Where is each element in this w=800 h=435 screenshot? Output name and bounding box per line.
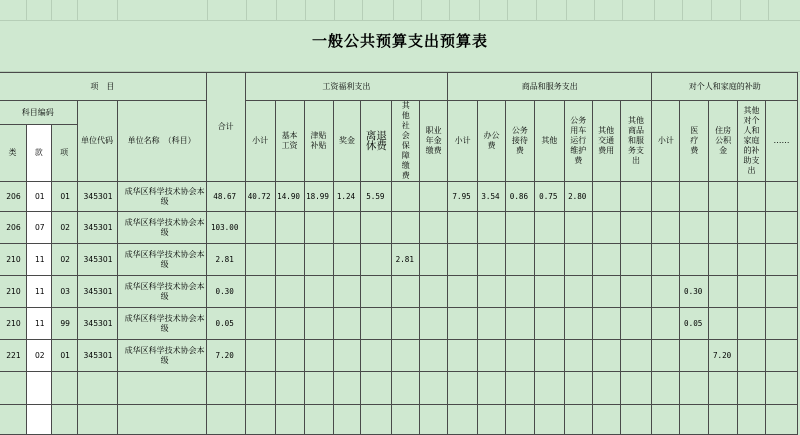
cell-s-annuity[interactable]: [420, 276, 448, 308]
gridline: [305, 0, 306, 20]
cell-g-office[interactable]: [478, 276, 506, 308]
cell-g-goods-other[interactable]: [620, 244, 652, 276]
cell-lei[interactable]: [0, 405, 26, 435]
table-row: [0, 308, 798, 340]
cell-kuan[interactable]: [26, 372, 51, 405]
cell-s-annuity[interactable]: [420, 340, 448, 372]
cell-s-subtotal[interactable]: [245, 212, 275, 244]
cell-unit-name[interactable]: 成华区科学技术协会本级: [117, 244, 206, 276]
cell-s-allowance[interactable]: [304, 405, 333, 435]
cell-p-more[interactable]: [765, 308, 797, 340]
cell-p-other[interactable]: [738, 405, 766, 435]
cell-total[interactable]: 7.20: [206, 340, 245, 372]
cell-p-housing[interactable]: [709, 405, 738, 435]
cell-s-basic[interactable]: [275, 212, 304, 244]
cell-s-annuity[interactable]: [420, 308, 448, 340]
lei-header: 类: [0, 125, 26, 182]
cell-g-car[interactable]: [564, 212, 592, 244]
cell-s-allowance[interactable]: [304, 276, 333, 308]
cell-s-subtotal[interactable]: [245, 340, 275, 372]
cell-p-housing[interactable]: [709, 308, 738, 340]
cell-p-housing[interactable]: [709, 372, 738, 405]
xiang-header: 项: [51, 125, 77, 182]
cell-s-retire[interactable]: 5.59: [361, 182, 392, 212]
col-g-goods-other: 其他商品和服务支出: [620, 101, 652, 182]
cell-p-subtotal[interactable]: [652, 182, 680, 212]
cell-total[interactable]: 2.81: [206, 244, 245, 276]
cell-lei[interactable]: 221: [0, 340, 26, 372]
cell-p-medical[interactable]: 0.30: [680, 276, 709, 308]
cell-p-other[interactable]: [738, 244, 766, 276]
cell-g-traffic[interactable]: [592, 276, 620, 308]
cell-unit-name[interactable]: 成华区科学技术协会本级: [117, 182, 206, 212]
col-s-social: 其他社会保障缴费: [392, 101, 420, 182]
kuan-header: 款: [26, 125, 51, 182]
cell-xiang[interactable]: 02: [51, 212, 77, 244]
table-body: [0, 182, 798, 435]
cell-p-housing[interactable]: 7.20: [709, 340, 738, 372]
gridline: [246, 0, 247, 20]
table-row: [0, 182, 798, 212]
col-s-basic: 基本工资: [275, 101, 304, 182]
cell-p-housing[interactable]: [709, 182, 738, 212]
gridline: [536, 0, 537, 20]
cell-p-more[interactable]: [765, 244, 797, 276]
cell-s-allowance[interactable]: [304, 308, 333, 340]
gridline: [117, 0, 118, 20]
subject-code-header: 科目编码: [0, 101, 77, 125]
unit-code-header: 单位代码: [77, 101, 117, 182]
cell-g-other[interactable]: [534, 308, 564, 340]
cell-g-other[interactable]: [534, 340, 564, 372]
cell-unit-name[interactable]: 成华区科学技术协会本级: [117, 308, 206, 340]
table-row: [0, 212, 798, 244]
cell-kuan[interactable]: 07: [26, 212, 51, 244]
gridline: [594, 0, 595, 20]
cell-s-bonus[interactable]: [333, 405, 361, 435]
header-row-1: [0, 73, 798, 101]
gridline: [51, 0, 52, 20]
cell-total[interactable]: 0.30: [206, 276, 245, 308]
cell-p-subtotal[interactable]: [652, 405, 680, 435]
cell-kuan[interactable]: [26, 405, 51, 435]
cell-g-car[interactable]: [564, 372, 592, 405]
cell-kuan[interactable]: 11: [26, 308, 51, 340]
cell-g-office[interactable]: [478, 244, 506, 276]
cell-kuan[interactable]: 01: [26, 182, 51, 212]
cell-s-allowance[interactable]: 18.99: [304, 182, 333, 212]
cell-s-subtotal[interactable]: [245, 276, 275, 308]
col-g-office: 办公费: [478, 101, 506, 182]
cell-g-other[interactable]: 0.75: [534, 182, 564, 212]
cell-s-social[interactable]: [392, 308, 420, 340]
cell-p-more[interactable]: [765, 340, 797, 372]
cell-s-annuity[interactable]: [420, 372, 448, 405]
cell-total[interactable]: 48.67: [206, 182, 245, 212]
col-g-reception: 公务接待费: [505, 101, 534, 182]
cell-p-other[interactable]: [738, 308, 766, 340]
cell-s-subtotal[interactable]: [245, 405, 275, 435]
cell-g-reception[interactable]: [505, 276, 534, 308]
gridline: [77, 0, 78, 20]
cell-xiang[interactable]: 03: [51, 276, 77, 308]
cell-p-subtotal[interactable]: [652, 244, 680, 276]
cell-xiang[interactable]: 02: [51, 244, 77, 276]
cell-xiang[interactable]: [51, 405, 77, 435]
cell-total[interactable]: 103.00: [206, 212, 245, 244]
cell-p-other[interactable]: [738, 340, 766, 372]
cell-s-bonus[interactable]: [333, 244, 361, 276]
cell-g-reception[interactable]: [505, 405, 534, 435]
cell-s-social[interactable]: [392, 340, 420, 372]
cell-g-reception[interactable]: [505, 212, 534, 244]
cell-s-subtotal[interactable]: 40.72: [245, 182, 275, 212]
cell-p-subtotal[interactable]: [652, 276, 680, 308]
cell-lei[interactable]: 210: [0, 276, 26, 308]
cell-lei[interactable]: [0, 372, 26, 405]
cell-p-other[interactable]: [738, 182, 766, 212]
cell-kuan[interactable]: 02: [26, 340, 51, 372]
cell-unit-code[interactable]: [77, 405, 117, 435]
col-g-other: 其他: [534, 101, 564, 182]
cell-s-basic[interactable]: [275, 276, 304, 308]
cell-unit-code[interactable]: 345301: [77, 308, 117, 340]
gridline: [362, 0, 363, 20]
cell-g-other[interactable]: [534, 212, 564, 244]
cell-p-medical[interactable]: [680, 182, 709, 212]
cell-s-subtotal[interactable]: [245, 308, 275, 340]
cell-p-medical[interactable]: [680, 340, 709, 372]
col-p-subtotal: 小计: [652, 101, 680, 182]
cell-g-reception[interactable]: [505, 244, 534, 276]
gridline: [654, 0, 655, 20]
gridline: [479, 0, 480, 20]
cell-g-traffic[interactable]: [592, 340, 620, 372]
cell-lei[interactable]: 206: [0, 182, 26, 212]
cell-g-goods-other[interactable]: [620, 212, 652, 244]
cell-g-subtotal[interactable]: [448, 276, 478, 308]
col-s-subtotal: 小计: [245, 101, 275, 182]
cell-g-reception[interactable]: 0.86: [505, 182, 534, 212]
gridline: [334, 0, 335, 20]
unit-name-header: 单位名称 （科目）: [117, 101, 206, 182]
cell-g-car[interactable]: [564, 308, 592, 340]
item-header: 项 目: [0, 73, 206, 101]
cell-g-office[interactable]: [478, 372, 506, 405]
gridline: [682, 0, 683, 20]
cell-g-car[interactable]: [564, 244, 592, 276]
gridline: [421, 0, 422, 20]
cell-s-bonus[interactable]: [333, 340, 361, 372]
col-p-other: 其他对个人和家庭的补助支出: [738, 101, 766, 182]
cell-p-subtotal[interactable]: [652, 340, 680, 372]
gridline: [507, 0, 508, 20]
cell-total[interactable]: [206, 372, 245, 405]
cell-s-allowance[interactable]: [304, 244, 333, 276]
cell-s-social[interactable]: [392, 212, 420, 244]
col-g-car: 公务用车运行维护费: [564, 101, 592, 182]
cell-p-other[interactable]: [738, 276, 766, 308]
cell-g-goods-other[interactable]: [620, 276, 652, 308]
goods-group-header: 商品和服务支出: [448, 73, 652, 101]
cell-g-subtotal[interactable]: [448, 212, 478, 244]
cell-s-retire[interactable]: [361, 405, 392, 435]
cell-g-goods-other[interactable]: [620, 340, 652, 372]
cell-p-housing[interactable]: [709, 244, 738, 276]
cell-total[interactable]: 0.05: [206, 308, 245, 340]
cell-s-retire[interactable]: [361, 308, 392, 340]
table-row: [0, 405, 798, 435]
cell-g-car[interactable]: 2.80: [564, 182, 592, 212]
col-s-allowance: 津贴补贴: [304, 101, 333, 182]
cell-s-bonus[interactable]: [333, 276, 361, 308]
cell-lei[interactable]: 210: [0, 308, 26, 340]
cell-g-subtotal[interactable]: [448, 340, 478, 372]
cell-s-basic[interactable]: [275, 308, 304, 340]
cell-s-annuity[interactable]: [420, 182, 448, 212]
gridline: [449, 0, 450, 20]
cell-p-housing[interactable]: [709, 276, 738, 308]
cell-xiang[interactable]: 01: [51, 340, 77, 372]
cell-s-allowance[interactable]: [304, 340, 333, 372]
table-row: [0, 372, 798, 405]
cell-g-reception[interactable]: [505, 372, 534, 405]
cell-s-basic[interactable]: [275, 244, 304, 276]
cell-s-retire[interactable]: [361, 276, 392, 308]
cell-p-other[interactable]: [738, 372, 766, 405]
cell-s-allowance[interactable]: [304, 372, 333, 405]
cell-g-reception[interactable]: [505, 308, 534, 340]
table-row: [0, 244, 798, 276]
cell-s-social[interactable]: [392, 405, 420, 435]
cell-s-social[interactable]: [392, 182, 420, 212]
page-title: 一般公共预算支出预算表: [311, 32, 488, 50]
col-g-subtotal: 小计: [448, 101, 478, 182]
cell-g-traffic[interactable]: [592, 244, 620, 276]
budget-table: [0, 72, 798, 435]
col-g-traffic: 其他交通费用: [592, 101, 620, 182]
cell-g-car[interactable]: [564, 276, 592, 308]
cell-s-bonus[interactable]: [333, 372, 361, 405]
cell-g-subtotal[interactable]: [448, 405, 478, 435]
cell-p-subtotal[interactable]: [652, 308, 680, 340]
cell-g-traffic[interactable]: [592, 308, 620, 340]
gridline: [711, 0, 712, 20]
cell-g-goods-other[interactable]: [620, 182, 652, 212]
cell-g-goods-other[interactable]: [620, 405, 652, 435]
cell-g-goods-other[interactable]: [620, 308, 652, 340]
gridline: [276, 0, 277, 20]
cell-kuan[interactable]: 11: [26, 276, 51, 308]
gridline: [207, 0, 208, 20]
cell-s-basic[interactable]: [275, 340, 304, 372]
cell-unit-name[interactable]: 成华区科学技术协会本级: [117, 340, 206, 372]
cell-p-medical[interactable]: [680, 244, 709, 276]
cell-g-traffic[interactable]: [592, 405, 620, 435]
cell-s-bonus[interactable]: 1.24: [333, 182, 361, 212]
cell-p-more[interactable]: [765, 182, 797, 212]
cell-s-annuity[interactable]: [420, 405, 448, 435]
cell-unit-name[interactable]: 成华区科学技术协会本级: [117, 212, 206, 244]
cell-g-car[interactable]: [564, 405, 592, 435]
cell-p-medical[interactable]: [680, 372, 709, 405]
cell-g-other[interactable]: [534, 244, 564, 276]
cell-g-goods-other[interactable]: [620, 372, 652, 405]
cell-s-subtotal[interactable]: [245, 372, 275, 405]
cell-s-retire[interactable]: [361, 372, 392, 405]
cell-s-basic[interactable]: 14.90: [275, 182, 304, 212]
cell-g-traffic[interactable]: [592, 372, 620, 405]
cell-s-annuity[interactable]: [420, 212, 448, 244]
cell-p-medical[interactable]: [680, 212, 709, 244]
cell-p-medical[interactable]: 0.05: [680, 308, 709, 340]
total-header: 合计: [206, 73, 245, 182]
header-row-2: [0, 101, 798, 125]
cell-g-office[interactable]: 3.54: [478, 182, 506, 212]
cell-kuan[interactable]: 11: [26, 244, 51, 276]
col-s-bonus: 奖金: [333, 101, 361, 182]
cell-s-annuity[interactable]: [420, 244, 448, 276]
cell-lei[interactable]: 206: [0, 212, 26, 244]
cell-p-other[interactable]: [738, 212, 766, 244]
cell-g-car[interactable]: [564, 340, 592, 372]
cell-unit-code[interactable]: 345301: [77, 340, 117, 372]
cell-s-allowance[interactable]: [304, 212, 333, 244]
cell-lei[interactable]: 210: [0, 244, 26, 276]
cell-p-housing[interactable]: [709, 212, 738, 244]
cell-g-subtotal[interactable]: [448, 308, 478, 340]
cell-unit-code[interactable]: 345301: [77, 244, 117, 276]
gridline: [0, 20, 800, 21]
cell-g-other[interactable]: [534, 372, 564, 405]
cell-g-office[interactable]: [478, 405, 506, 435]
cell-p-more[interactable]: [765, 405, 797, 435]
gridline: [26, 0, 27, 20]
cell-g-office[interactable]: [478, 340, 506, 372]
cell-xiang[interactable]: 01: [51, 182, 77, 212]
cell-total[interactable]: [206, 405, 245, 435]
cell-g-other[interactable]: [534, 276, 564, 308]
cell-p-subtotal[interactable]: [652, 212, 680, 244]
col-p-housing: 住房公积金: [709, 101, 738, 182]
cell-unit-code[interactable]: [77, 372, 117, 405]
cell-p-more[interactable]: [765, 372, 797, 405]
cell-s-retire[interactable]: [361, 244, 392, 276]
gridline: [566, 0, 567, 20]
cell-s-social[interactable]: 2.81: [392, 244, 420, 276]
col-s-annuity: 职业年金缴费: [420, 101, 448, 182]
col-p-medical: 医疗费: [680, 101, 709, 182]
cell-s-basic[interactable]: [275, 372, 304, 405]
cell-g-traffic[interactable]: [592, 182, 620, 212]
cell-unit-name[interactable]: 成华区科学技术协会本级: [117, 276, 206, 308]
col-p-more: ……: [765, 101, 797, 182]
cell-g-office[interactable]: [478, 212, 506, 244]
cell-p-medical[interactable]: [680, 405, 709, 435]
top-gridlines: [0, 0, 800, 72]
cell-g-other[interactable]: [534, 405, 564, 435]
cell-s-bonus[interactable]: [333, 212, 361, 244]
salary-group-header: 工资福利支出: [245, 73, 447, 101]
gridline: [740, 0, 741, 20]
cell-s-basic[interactable]: [275, 405, 304, 435]
personal-group-header: 对个人和家庭的补助: [652, 73, 798, 101]
cell-g-subtotal[interactable]: [448, 372, 478, 405]
cell-unit-code[interactable]: 345301: [77, 212, 117, 244]
table-row: [0, 340, 798, 372]
cell-s-bonus[interactable]: [333, 308, 361, 340]
cell-unit-name[interactable]: [117, 372, 206, 405]
cell-g-traffic[interactable]: [592, 212, 620, 244]
cell-g-office[interactable]: [478, 308, 506, 340]
gridline: [393, 0, 394, 20]
cell-s-social[interactable]: [392, 276, 420, 308]
cell-xiang[interactable]: 99: [51, 308, 77, 340]
cell-s-social[interactable]: [392, 372, 420, 405]
col-s-retire: 离退休费: [361, 101, 392, 182]
cell-s-retire[interactable]: [361, 212, 392, 244]
cell-s-retire[interactable]: [361, 340, 392, 372]
cell-g-subtotal[interactable]: [448, 244, 478, 276]
gridline: [768, 0, 769, 20]
cell-p-more[interactable]: [765, 276, 797, 308]
cell-p-subtotal[interactable]: [652, 372, 680, 405]
cell-g-subtotal[interactable]: 7.95: [448, 182, 478, 212]
table-row: [0, 276, 798, 308]
cell-s-subtotal[interactable]: [245, 244, 275, 276]
gridline: [622, 0, 623, 20]
cell-unit-name[interactable]: [117, 405, 206, 435]
cell-unit-code[interactable]: 345301: [77, 276, 117, 308]
cell-xiang[interactable]: [51, 372, 77, 405]
cell-p-more[interactable]: [765, 212, 797, 244]
cell-g-reception[interactable]: [505, 340, 534, 372]
cell-unit-code[interactable]: 345301: [77, 182, 117, 212]
